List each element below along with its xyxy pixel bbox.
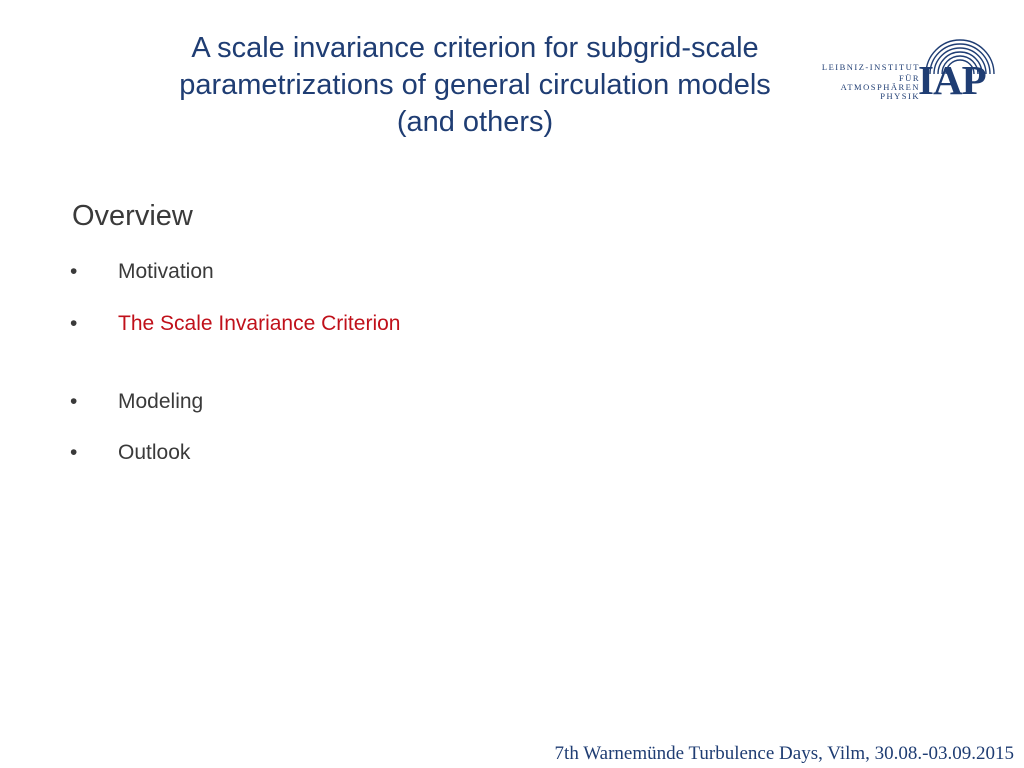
list-item <box>70 390 203 414</box>
slide-title-line-1: A scale invariance criterion for subgrid-scale <box>191 32 759 64</box>
overview-list <box>70 0 770 768</box>
bullet-icon: • <box>70 312 78 335</box>
bullet-icon: • <box>70 441 78 464</box>
logo-text-line-1: LEIBNIZ-INSTITUT <box>821 62 920 72</box>
bullet-icon: • <box>70 390 78 413</box>
logo-text-line-2: FÜR <box>898 73 920 83</box>
list-item-label: Motivation <box>118 260 214 283</box>
bullet-icon: • <box>70 260 78 283</box>
iap-logo <box>818 32 1008 106</box>
list-item <box>70 441 190 465</box>
list-item-label: The Scale Invariance Criterion <box>118 312 401 335</box>
logo-mark: IAP <box>918 57 986 103</box>
slide-footer: 7th Warnemünde Turbulence Days, Vilm, 30.08.-03.09.2015 <box>554 743 1014 764</box>
list-item <box>70 260 214 284</box>
logo-text-line-4: PHYSIK <box>880 91 920 101</box>
overview-heading: Overview <box>72 200 193 232</box>
list-item-current <box>70 312 400 336</box>
list-item-label: Modeling <box>118 390 204 413</box>
slide-title-line-2: parametrizations of general circulation models <box>179 69 771 101</box>
list-item-label: Outlook <box>118 441 191 464</box>
slide-title-line-3: (and others) <box>396 106 554 138</box>
logo-text-line-3: ATMOSPHÄREN <box>840 82 920 92</box>
